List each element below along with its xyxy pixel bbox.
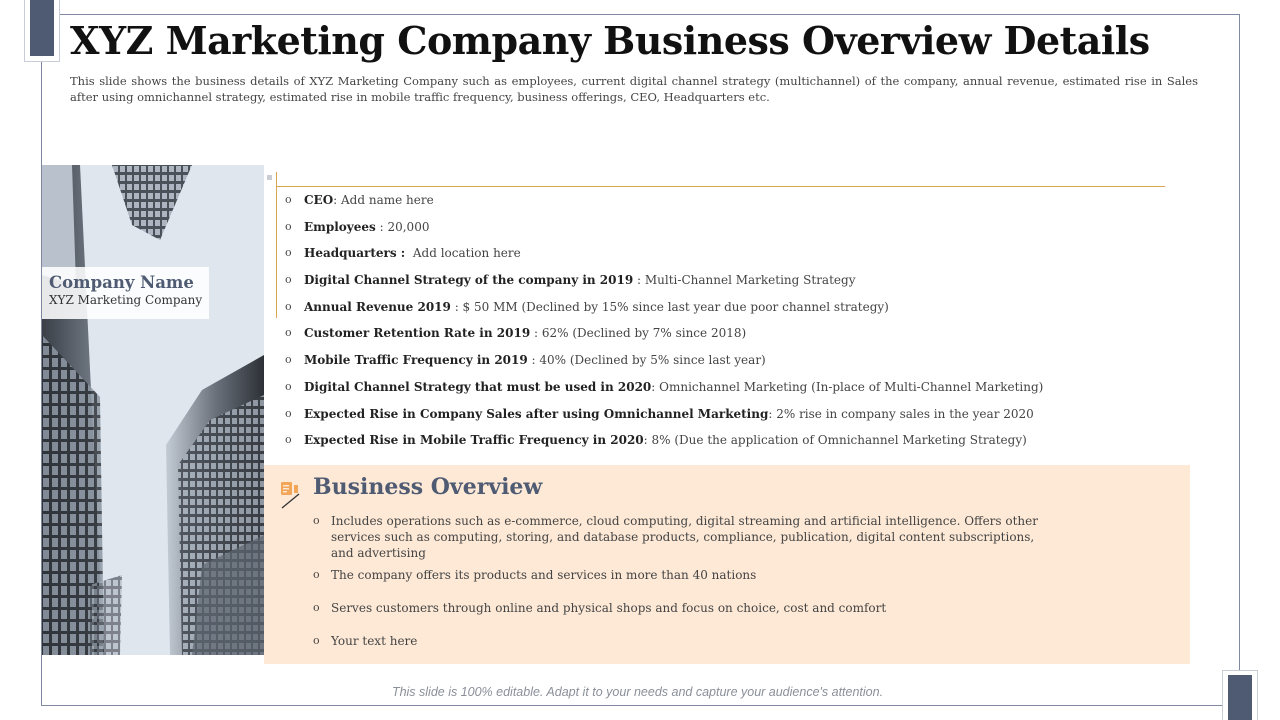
slide-subtitle[interactable]: This slide shows the business details of XYZ Marketing Company such as employees, current digital channel strategy (multichannel) of the company, annual revenue, estimated rise in Sales after using omnichannel strategy, estimated rise in mobile traffic frequency, business offerings, CEO, Headquarters etc. xyxy=(70,74,1198,104)
detail-value: Multi-Channel Marketing Strategy xyxy=(644,273,856,288)
detail-value: 8% (Due the application of Omnichannel Marketing Strategy) xyxy=(651,433,1027,448)
detail-key: Headquarters : xyxy=(304,246,406,261)
detail-value: Omnichannel Marketing (In-place of Multi-Channel Marketing) xyxy=(659,379,1044,394)
detail-sep: : xyxy=(530,326,542,341)
detail-item-ceo[interactable] xyxy=(285,192,1185,219)
detail-item-annual-revenue[interactable] xyxy=(285,299,1185,326)
corner-accent-top-left xyxy=(30,0,54,56)
bullet-icon: o xyxy=(285,299,292,313)
detail-item-employees[interactable] xyxy=(285,219,1185,246)
detail-value: Add location here xyxy=(412,246,521,261)
bullet-icon: o xyxy=(285,353,292,367)
footer-note: This slide is 100% editable. Adapt it to your needs and capture your audience's attention. xyxy=(391,685,884,699)
detail-value: 62% (Declined by 7% since 2018) xyxy=(541,326,747,341)
document-pen-icon xyxy=(280,481,302,515)
skyscraper-photo xyxy=(42,165,264,655)
detail-item-headquarters[interactable] xyxy=(285,245,1185,272)
detail-item-channel-strategy-2019[interactable] xyxy=(285,272,1185,299)
detail-key: Digital Channel Strategy that must be used in 2020 xyxy=(304,379,652,394)
overview-item[interactable] xyxy=(313,513,1053,567)
overview-item-text: The company offers its products and services in more than 40 nations xyxy=(331,568,757,582)
detail-sep xyxy=(405,246,413,260)
business-overview-title[interactable]: Business Overview xyxy=(313,474,543,500)
overview-item-text: Your text here xyxy=(331,634,418,648)
company-details-list xyxy=(285,192,1185,459)
business-overview-list xyxy=(313,513,1053,649)
detail-item-mobile-traffic-2019[interactable] xyxy=(285,352,1185,379)
detail-sep: : xyxy=(643,433,652,448)
detail-item-retention-rate[interactable] xyxy=(285,325,1185,352)
detail-key: Employees xyxy=(304,219,376,234)
bullet-icon: o xyxy=(285,326,292,340)
connector-dot xyxy=(267,175,272,180)
slide-title[interactable]: XYZ Marketing Company Business Overview Details xyxy=(70,18,1150,63)
bullet-icon: o xyxy=(313,568,320,581)
detail-value: 2% rise in company sales in the year 2020 xyxy=(776,406,1034,421)
detail-sep: : xyxy=(333,193,342,207)
detail-key: Mobile Traffic Frequency in 2019 xyxy=(304,353,528,368)
detail-sep: : xyxy=(633,273,645,288)
overview-item[interactable] xyxy=(313,633,1053,649)
detail-item-sales-rise[interactable] xyxy=(285,406,1185,433)
company-name-value[interactable]: XYZ Marketing Company xyxy=(49,293,203,307)
overview-item[interactable] xyxy=(313,567,1053,600)
detail-key: Annual Revenue 2019 xyxy=(304,299,451,314)
divider-vertical xyxy=(276,172,277,318)
bullet-icon: o xyxy=(285,406,292,420)
bullet-icon: o xyxy=(313,634,320,647)
detail-value: 20,000 xyxy=(387,219,430,234)
detail-value: 40% (Declined by 5% since last year) xyxy=(539,353,766,368)
detail-key: Expected Rise in Mobile Traffic Frequency in 2020 xyxy=(304,433,644,448)
bullet-icon: o xyxy=(285,433,292,447)
company-name-label[interactable]: Company Name xyxy=(49,273,194,292)
bullet-icon: o xyxy=(285,273,292,287)
detail-sep: : xyxy=(450,299,463,314)
detail-sep: : xyxy=(768,406,777,421)
detail-sep: : xyxy=(527,353,540,368)
bullet-icon: o xyxy=(285,219,292,233)
detail-value: Add name here xyxy=(341,193,434,207)
detail-key: Digital Channel Strategy of the company in 2019 xyxy=(304,273,634,288)
detail-key: Expected Rise in Company Sales after using Omnichannel Marketing xyxy=(304,406,769,421)
company-name-card xyxy=(42,267,209,319)
bullet-icon: o xyxy=(285,379,292,393)
overview-item[interactable] xyxy=(313,600,1053,633)
detail-sep: : xyxy=(651,379,660,394)
bullet-icon: o xyxy=(313,514,320,527)
divider-horizontal xyxy=(276,186,1165,187)
detail-value: $ 50 MM (Declined by 15% since last year due poor channel strategy) xyxy=(462,299,889,314)
detail-key: CEO xyxy=(304,193,334,207)
detail-item-channel-strategy-2020[interactable] xyxy=(285,379,1185,406)
detail-key: Customer Retention Rate in 2019 xyxy=(304,326,531,341)
bullet-icon: o xyxy=(313,601,320,614)
bullet-icon: o xyxy=(285,193,292,206)
detail-sep: : xyxy=(375,219,388,234)
bullet-icon: o xyxy=(285,246,292,260)
overview-item-text: Serves customers through online and physical shops and focus on choice, cost and comfort xyxy=(331,601,887,615)
overview-item-text: Includes operations such as e-commerce, cloud computing, digital streaming and artificial intelligence. Offers other services such as computing, storing, and database products, compliance, publication, digital content subscriptions, and advertising xyxy=(331,514,1038,560)
detail-item-mobile-traffic-2020[interactable] xyxy=(285,432,1185,459)
